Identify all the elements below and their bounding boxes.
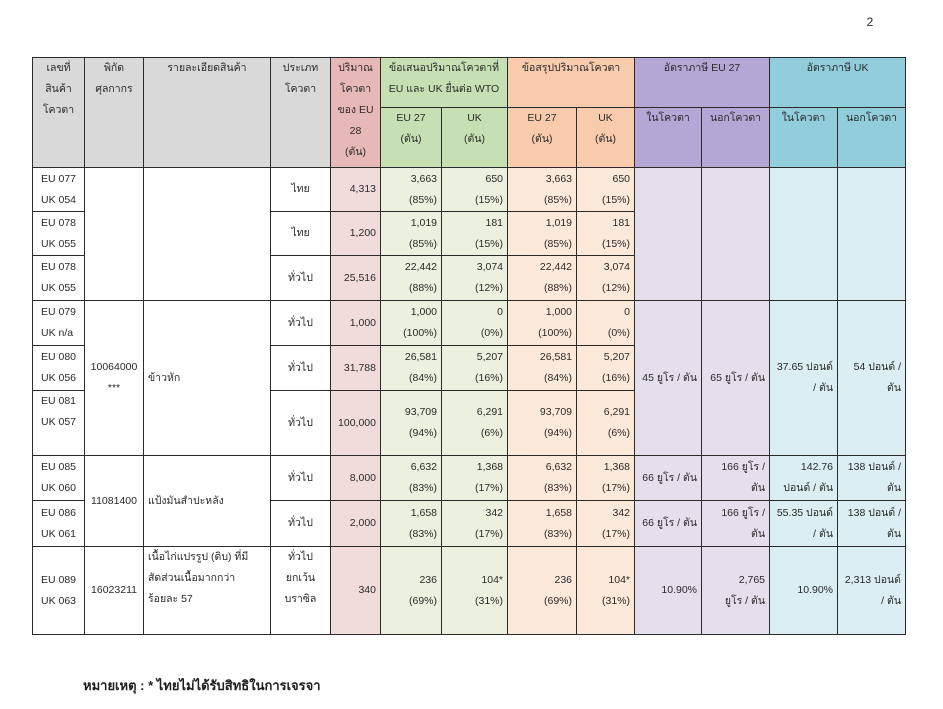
header-conclusion-eu27	[508, 108, 577, 168]
cell-text: (69%)	[408, 594, 437, 607]
header-quota-type	[271, 58, 331, 168]
header-text: EU และ UK ยื่นต่อ WTO	[388, 83, 500, 95]
cell-text: (12%)	[475, 282, 504, 294]
cell-text: (15%)	[602, 237, 631, 250]
conclusion-uk-cell	[577, 391, 635, 456]
cell-text: (31%)	[602, 594, 631, 607]
cell-text: 342	[612, 506, 631, 519]
uk-in-quota-tariff-cell	[770, 301, 838, 456]
table-body	[33, 168, 906, 635]
cell-text: 138 ปอนด์ /	[847, 461, 902, 473]
cell-text: 6,632	[545, 461, 573, 473]
proposal-eu27-cell	[381, 256, 442, 301]
cell-text: ทั่วไป	[288, 471, 313, 484]
cell-text: (84%)	[408, 372, 437, 384]
conclusion-uk-cell	[577, 456, 635, 501]
cell-text: 166 ยูโร /	[721, 461, 766, 473]
cell-text: 100,000	[338, 416, 376, 429]
uk-in-quota-tariff-cell	[770, 168, 838, 301]
header-proposal-uk	[442, 108, 508, 168]
cell-text: EU 086	[41, 506, 77, 519]
header-proposal-eu27	[381, 108, 442, 168]
quota-number-cell	[33, 391, 85, 456]
table-row	[33, 168, 906, 212]
cell-text: 66 ยูโร / ตัน	[642, 517, 698, 529]
cell-text: 16023211	[91, 584, 137, 596]
header-text: ศุลกากร	[95, 83, 133, 95]
header-text: UK	[598, 112, 613, 124]
header-eu27-out-quota	[702, 108, 770, 168]
eu28-volume-cell	[331, 547, 381, 635]
cell-text: (17%)	[475, 527, 504, 540]
cell-text: (83%)	[544, 527, 573, 540]
cell-text: 2,313 ปอนด์	[844, 573, 902, 586]
conclusion-eu27-cell	[508, 547, 577, 635]
cell-text: ร้อยละ 57	[148, 593, 193, 605]
cell-text: 6,291	[476, 406, 504, 418]
cell-text: 3,663	[410, 172, 437, 185]
cell-text: 0	[497, 306, 504, 318]
eu27-in-quota-tariff-cell	[635, 456, 702, 501]
cell-text: สัดส่วนเนื้อมากกว่า	[148, 572, 236, 584]
proposal-uk-cell	[442, 212, 508, 256]
cell-text: ปอนด์ / ตัน	[783, 482, 834, 494]
cell-text: (85%)	[408, 237, 437, 250]
conclusion-uk-cell	[577, 212, 635, 256]
eu27-in-quota-tariff-cell	[635, 301, 702, 456]
cell-text: ทั่วไป	[288, 517, 313, 529]
cell-text: (16%)	[602, 372, 631, 384]
conclusion-uk-cell	[577, 346, 635, 391]
proposal-uk-cell	[442, 456, 508, 501]
table-row	[33, 547, 906, 635]
quota-type-cell	[271, 256, 331, 301]
header-text: EU 27	[396, 112, 426, 124]
header-text: โควตา	[339, 83, 372, 95]
conclusion-uk-cell	[577, 301, 635, 346]
header-text: (ตัน)	[531, 133, 553, 145]
cell-text: 650	[612, 172, 631, 185]
eu27-out-quota-tariff-cell	[702, 456, 770, 501]
eu28-volume-cell	[331, 256, 381, 301]
header-quota-conclusion	[508, 58, 635, 108]
cell-text: UK 061	[41, 527, 77, 540]
cell-text: 65 ยูโร / ตัน	[710, 371, 766, 384]
conclusion-eu27-cell	[508, 212, 577, 256]
eu27-out-quota-tariff-cell	[702, 168, 770, 301]
cell-text: 1,658	[545, 506, 573, 519]
cell-text: (16%)	[475, 372, 504, 384]
conclusion-eu27-cell	[508, 501, 577, 547]
conclusion-eu27-cell	[508, 256, 577, 301]
cell-text: 1,000	[545, 306, 573, 318]
proposal-eu27-cell	[381, 456, 442, 501]
cell-text: 6,291	[603, 406, 631, 418]
proposal-eu27-cell	[381, 168, 442, 212]
cell-text: 10.90%	[661, 584, 698, 596]
table-row	[33, 456, 906, 501]
cell-text: EU 080	[41, 351, 77, 363]
conclusion-uk-cell	[577, 168, 635, 212]
cell-text: ไทย	[291, 227, 310, 239]
description-cell	[144, 547, 271, 635]
quota-table	[32, 57, 906, 635]
proposal-eu27-cell	[381, 212, 442, 256]
conclusion-uk-cell	[577, 547, 635, 635]
eu27-out-quota-tariff-cell	[702, 301, 770, 456]
conclusion-eu27-cell	[508, 456, 577, 501]
cell-text: 1,000	[349, 316, 376, 329]
cell-text: 1,019	[410, 216, 437, 229]
proposal-uk-cell	[442, 346, 508, 391]
quota-number-cell	[33, 301, 85, 346]
cell-text: / ตัน	[813, 382, 834, 394]
header-text: ในโควตา	[781, 112, 826, 124]
description-cell	[144, 301, 271, 456]
cell-text: (17%)	[602, 527, 631, 540]
uk-in-quota-tariff-cell	[770, 501, 838, 547]
proposal-eu27-cell	[381, 391, 442, 456]
cell-text: (100%)	[403, 327, 437, 339]
cell-text: UK 054	[41, 193, 77, 206]
eu27-in-quota-tariff-cell	[635, 547, 702, 635]
proposal-eu27-cell	[381, 346, 442, 391]
quota-type-cell	[271, 501, 331, 547]
cell-text: 93,709	[539, 406, 573, 418]
quota-type-cell	[271, 391, 331, 456]
uk-out-quota-tariff-cell	[838, 501, 906, 547]
header-text: ข้อเสนอปริมาณโควตาที่	[388, 62, 500, 74]
header-eu27-in-quota	[635, 108, 702, 168]
cell-text: EU 089	[41, 573, 77, 586]
header-text: (ตัน)	[345, 146, 366, 158]
uk-out-quota-tariff-cell	[838, 168, 906, 301]
header-text: ประเภท	[282, 62, 319, 74]
cell-text: (85%)	[544, 237, 573, 250]
cell-text: (6%)	[480, 427, 504, 439]
header-wto-proposal	[381, 58, 508, 108]
cell-text: (15%)	[475, 193, 504, 206]
cell-text: (17%)	[475, 482, 504, 494]
quota-number-cell	[33, 212, 85, 256]
cell-text: 3,663	[545, 172, 573, 185]
cell-text: (12%)	[602, 282, 631, 294]
cell-text: 10.90%	[797, 584, 834, 596]
cell-text: 104*	[608, 573, 631, 586]
eu28-volume-cell	[331, 168, 381, 212]
header-text: (ตัน)	[595, 133, 617, 145]
quota-type-cell	[271, 212, 331, 256]
cell-text: 54 ปอนด์ /	[853, 361, 902, 373]
cell-text: (85%)	[544, 193, 573, 206]
header-text: ในโควตา	[646, 112, 690, 124]
quota-type-cell	[271, 547, 331, 635]
cell-text: UK 055	[41, 282, 77, 294]
cell-text: EU 085	[41, 461, 77, 473]
cell-text: 650	[485, 172, 504, 185]
cell-text: 236	[554, 573, 573, 586]
hs-code-cell	[85, 547, 144, 635]
proposal-uk-cell	[442, 168, 508, 212]
eu28-volume-cell	[331, 212, 381, 256]
cell-text: 236	[419, 573, 437, 586]
quota-number-cell	[33, 346, 85, 391]
cell-text: ยูโร / ตัน	[724, 594, 766, 607]
cell-text: (15%)	[602, 193, 631, 206]
cell-text: EU 079	[41, 306, 77, 318]
conclusion-uk-cell	[577, 256, 635, 301]
proposal-uk-cell	[442, 547, 508, 635]
header-text: ของ EU	[337, 104, 374, 116]
cell-text: ยกเว้น	[285, 572, 316, 584]
cell-text: 2,765	[738, 573, 766, 586]
header-text: โควตา	[42, 104, 75, 116]
eu28-volume-cell	[331, 501, 381, 547]
cell-text: 8,000	[349, 471, 376, 484]
quota-number-cell	[33, 456, 85, 501]
conclusion-uk-cell	[577, 501, 635, 547]
uk-out-quota-tariff-cell	[838, 456, 906, 501]
cell-text: ทั่วไป	[288, 416, 313, 429]
cell-text: ข้าวหัก	[148, 371, 181, 384]
cell-text: EU 078	[41, 261, 77, 273]
cell-text: ทั่วไป	[288, 361, 313, 374]
header-uk-in-quota	[770, 108, 838, 168]
uk-out-quota-tariff-cell	[838, 547, 906, 635]
cell-text: ทั่วไป	[288, 551, 313, 563]
header-quota-number	[33, 58, 85, 168]
conclusion-eu27-cell	[508, 301, 577, 346]
cell-text: 1,000	[410, 306, 437, 318]
cell-text: (83%)	[544, 482, 573, 494]
cell-text: 37.65 ปอนด์	[776, 361, 834, 373]
cell-text: 3,074	[603, 261, 631, 273]
header-text: นอกโควตา	[845, 112, 898, 124]
eu27-in-quota-tariff-cell	[635, 501, 702, 547]
cell-text: (94%)	[408, 427, 437, 439]
cell-text: EU 077	[41, 172, 77, 185]
cell-text: ตัน	[887, 527, 902, 540]
quota-number-cell	[33, 168, 85, 212]
cell-text: 45 ยูโร / ตัน	[642, 371, 698, 384]
quota-type-cell	[271, 456, 331, 501]
cell-text: 340	[358, 584, 376, 596]
proposal-uk-cell	[442, 501, 508, 547]
header-text: อัตราภาษี UK	[806, 62, 869, 74]
eu28-volume-cell	[331, 456, 381, 501]
cell-text: 11081400	[91, 494, 137, 507]
cell-text: / ตัน	[881, 594, 902, 607]
cell-text: 22,442	[404, 261, 437, 273]
header-text: (ตัน)	[464, 133, 485, 145]
cell-text: 66 ยูโร / ตัน	[642, 471, 698, 484]
cell-text: 1,368	[476, 461, 504, 473]
cell-text: 1,019	[545, 216, 573, 229]
cell-text: UK n/a	[41, 327, 74, 339]
cell-text: 0	[624, 306, 631, 318]
quota-type-cell	[271, 168, 331, 212]
cell-text: UK 057	[41, 416, 77, 428]
eu28-volume-cell	[331, 391, 381, 456]
cell-text: 1,658	[410, 506, 437, 519]
cell-text: (0%)	[607, 327, 631, 339]
header-row-top	[33, 58, 906, 108]
cell-text: 5,207	[476, 351, 504, 363]
proposal-eu27-cell	[381, 547, 442, 635]
header-conclusion-uk	[577, 108, 635, 168]
header-text: นอกโควตา	[709, 112, 762, 124]
cell-text: (31%)	[475, 594, 504, 607]
cell-text: ***	[107, 382, 121, 394]
quota-number-cell	[33, 547, 85, 635]
uk-out-quota-tariff-cell	[838, 301, 906, 456]
cell-text: 181	[612, 216, 631, 229]
eu28-volume-cell	[331, 346, 381, 391]
cell-text: 26,581	[404, 351, 437, 363]
quota-type-cell	[271, 301, 331, 346]
cell-text: ตัน	[887, 482, 902, 494]
cell-text: 142.76	[800, 461, 834, 473]
cell-text: 1,200	[349, 227, 376, 239]
description-cell	[144, 168, 271, 301]
header-uk-tariff	[770, 58, 906, 108]
page-number: 2	[866, 15, 874, 29]
cell-text: 3,074	[476, 261, 504, 273]
cell-text: เนื้อไก่แปรรูป (ดิบ) ที่มี	[148, 551, 249, 563]
header-eu27-tariff	[635, 58, 770, 108]
cell-text: 26,581	[539, 351, 573, 363]
cell-text: (85%)	[408, 193, 437, 206]
cell-text: (0%)	[480, 327, 504, 339]
cell-text: ตัน	[751, 482, 766, 494]
cell-text: UK 060	[41, 482, 77, 494]
eu27-out-quota-tariff-cell	[702, 501, 770, 547]
quota-number-cell	[33, 501, 85, 547]
header-text: ข้อสรุปปริมาณโควตา	[521, 62, 621, 74]
cell-text: 22,442	[539, 261, 573, 273]
cell-text: (17%)	[602, 482, 631, 494]
quota-type-cell	[271, 346, 331, 391]
hs-code-cell	[85, 456, 144, 547]
cell-text: (83%)	[408, 527, 437, 540]
hs-code-cell	[85, 301, 144, 456]
table-row	[33, 301, 906, 346]
cell-text: 2,000	[349, 517, 376, 529]
uk-in-quota-tariff-cell	[770, 547, 838, 635]
cell-text: (88%)	[408, 282, 437, 294]
header-text: พิกัด	[103, 62, 125, 74]
eu28-volume-cell	[331, 301, 381, 346]
header-text: เลขที่	[46, 62, 71, 74]
cell-text: (94%)	[544, 427, 573, 439]
header-text: (ตัน)	[400, 133, 422, 145]
description-cell	[144, 456, 271, 547]
cell-text: (84%)	[544, 372, 573, 384]
header-eu28-volume	[331, 58, 381, 168]
cell-text: 93,709	[404, 406, 437, 418]
conclusion-eu27-cell	[508, 346, 577, 391]
header-text: UK	[467, 112, 482, 124]
cell-text: ทั่วไป	[288, 316, 313, 329]
proposal-uk-cell	[442, 301, 508, 346]
proposal-uk-cell	[442, 256, 508, 301]
header-hs-code	[85, 58, 144, 168]
cell-text: 5,207	[603, 351, 631, 363]
cell-text: 55.35 ปอนด์	[776, 506, 834, 519]
cell-text: 31,788	[343, 361, 376, 374]
header-uk-out-quota	[838, 108, 906, 168]
cell-text: ตัน	[887, 382, 902, 394]
uk-in-quota-tariff-cell	[770, 456, 838, 501]
cell-text: 104*	[481, 573, 504, 586]
header-text: ปริมาณ	[338, 62, 373, 74]
eu27-in-quota-tariff-cell	[635, 168, 702, 301]
cell-text: 342	[485, 506, 504, 519]
cell-text: UK 055	[41, 237, 77, 250]
cell-text: EU 081	[41, 395, 77, 407]
cell-text: UK 056	[41, 372, 77, 384]
conclusion-eu27-cell	[508, 168, 577, 212]
header-text: สินค้า	[45, 83, 72, 95]
cell-text: (100%)	[538, 327, 573, 339]
proposal-eu27-cell	[381, 501, 442, 547]
header-text: รายละเอียดสินค้า	[167, 62, 247, 74]
cell-text: / ตัน	[813, 527, 834, 540]
cell-text: ทั่วไป	[288, 271, 313, 284]
cell-text: (15%)	[475, 237, 504, 250]
cell-text: (88%)	[544, 282, 573, 294]
header-text: 28	[349, 125, 362, 137]
footnote: หมายเหตุ : * ไทยไม่ได้รับสิทธิในการเจรจา	[83, 678, 321, 693]
cell-text: 181	[485, 216, 504, 229]
cell-text: 4,313	[349, 183, 376, 195]
cell-text: ตัน	[751, 527, 766, 540]
cell-text: (69%)	[544, 594, 573, 607]
cell-text: 138 ปอนด์ /	[847, 506, 902, 519]
cell-text: 25,516	[343, 271, 376, 284]
quota-number-cell	[33, 256, 85, 301]
cell-text: EU 078	[41, 216, 77, 229]
proposal-eu27-cell	[381, 301, 442, 346]
eu27-out-quota-tariff-cell	[702, 547, 770, 635]
cell-text: 10064000	[90, 361, 138, 373]
header-description	[144, 58, 271, 168]
cell-text: 6,632	[410, 461, 437, 473]
cell-text: (83%)	[408, 482, 437, 494]
cell-text: ไทย	[291, 183, 310, 195]
table-header	[33, 58, 906, 168]
header-text: EU 27	[527, 112, 557, 124]
cell-text: แป้งมันสำปะหลัง	[148, 494, 224, 507]
conclusion-eu27-cell	[508, 391, 577, 456]
cell-text: 166 ยูโร /	[721, 506, 766, 519]
header-text: โควตา	[284, 83, 317, 95]
cell-text: 1,368	[603, 461, 631, 473]
cell-text: บราซิล	[284, 593, 317, 605]
cell-text: (6%)	[607, 427, 631, 439]
header-text: อัตราภาษี EU 27	[663, 62, 741, 74]
proposal-uk-cell	[442, 391, 508, 456]
hs-code-cell	[85, 168, 144, 301]
cell-text: UK 063	[41, 594, 77, 607]
